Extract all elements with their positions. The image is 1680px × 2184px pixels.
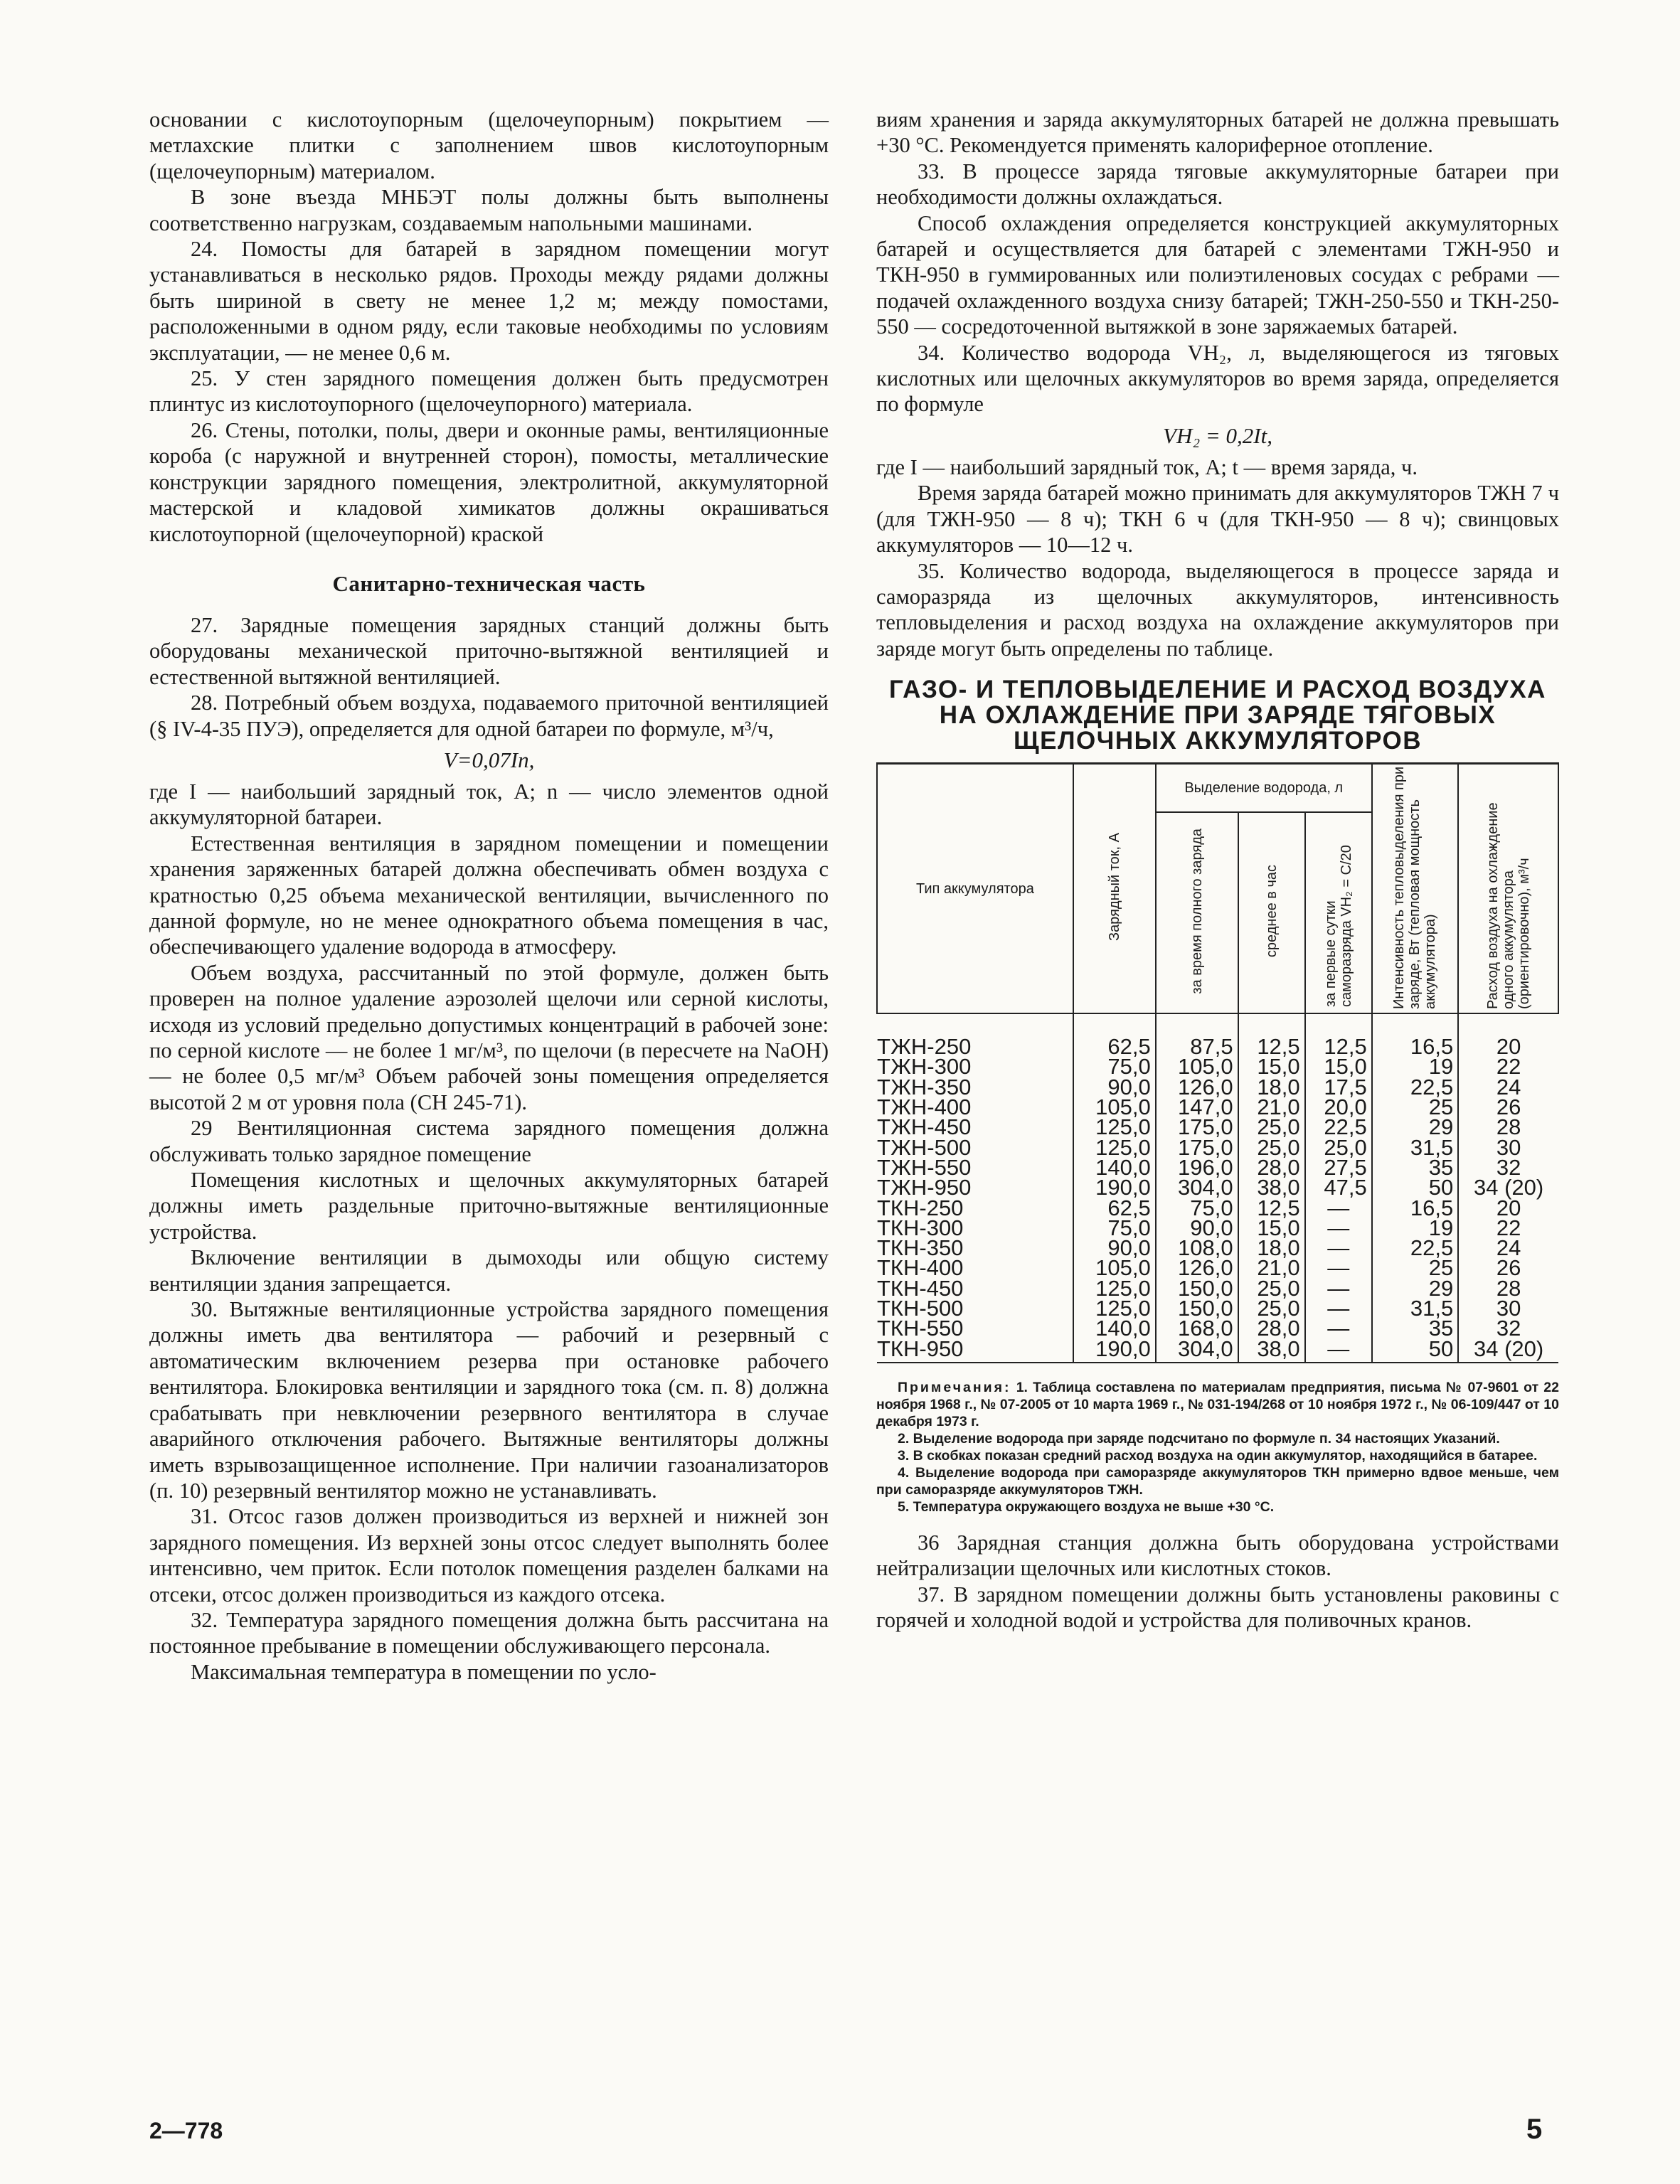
paragraph: В зоне въезда МНБЭТ полы должны быть выполнены соответственно нагрузкам, создаваемым напольными машинами. [149,185,829,235]
paragraph: Объем воздуха, рассчитанный по этой формуле, должен быть проверен на полное удаление аэрозолей щелочи или серной кислоты, исходя из условий предельно допустимых концентраций в рабочей зоне: по серной кислоте — не более 1 мг/м³, по щелочи (в пересчете на NaOH) — не более 0,5 мг/м³ Объем рабочей зоны помещения определяется высотой 2 м от уровня пола (СН 245-71). [149,960,829,1114]
hydrogen-formula: VH₂ = 0,2It, [1163,422,1272,448]
paragraph: 30. Вытяжные вентиляционные устройства зарядного помещения должны иметь два вентилятора — рабочий и резервный с автоматическим включением резерва при остановке рабочего вентилятора. Блокировка вентиляции и зарядного тока (см. п. 8) должна срабатывать при невключении резервного вентилятора в случае аварийного отключения рабочего. Вытяжные вентиляторы должны иметь взрывозащищенное исполнение. При наличии газоанализаторов (п. 10) резервный вентилятор можно не устанавливать. [149,1297,829,1503]
table-cell: 21,0 [1238,1097,1305,1117]
table-cell: 12,5 [1305,1013,1372,1057]
paragraph: где I — наибольший зарядный ток, А; n — число элементов одной аккумуляторной батареи. [149,779,829,830]
table-notes [876,1379,1559,1516]
table-cell: 32 [1458,1319,1558,1338]
paragraph: 33. В процессе заряда тяговые аккумуляторные батареи при необходимости должны охлаждаться. [876,159,1559,210]
table-cell: 22,5 [1372,1238,1458,1258]
table-cell: 30 [1458,1299,1558,1319]
paragraph: Помещения кислотных и щелочных аккумуляторных батарей должны иметь раздельные приточно-вытяжные вентиляционные устройства. [149,1168,829,1244]
battery-table [876,762,1559,1363]
page-number: 5 [1526,2114,1543,2145]
table-cell: ТЖН-300 [877,1057,1073,1077]
table-cell: 62,5 [1073,1198,1156,1218]
table-cell: ТЖН-550 [877,1158,1073,1178]
table-cell: ТКН-950 [877,1339,1073,1363]
left-paragraphs [149,107,829,547]
notes-label: Примечания: [898,1379,1011,1395]
table-cell: 125,0 [1073,1279,1156,1299]
ventilation-formula: V=0,07In, [443,747,535,772]
paragraph: 25. У стен зарядного помещения должен быть предусмотрен плинтус из кислотоупорного (щелочеупорного) материала. [149,366,829,417]
header-heat: Интенсивность тепловыделения при заряде, Вт (тепловая мощность аккумулятора) [1372,764,1458,1014]
table-cell: 140,0 [1073,1158,1156,1178]
table-cell: 12,5 [1238,1198,1305,1218]
table-cell: — [1305,1258,1372,1278]
table-cell: 31,5 [1372,1299,1458,1319]
table-cell: — [1305,1218,1372,1238]
paragraph: Максимальная температура в помещении по усло- [191,1659,656,1684]
table-cell: — [1305,1279,1372,1299]
table-cell: — [1305,1339,1372,1363]
table-cell: 28 [1458,1279,1558,1299]
paragraph: 32. Температура зарядного помещения должна быть рассчитана на постоянное пребывание в помещении обслуживающего персонала. [149,1607,829,1658]
paragraph: 35. Количество водорода, выделяющегося в процессе заряда и саморазряда из щелочных аккумуляторов, интенсивность тепловыделения и расход воздуха на охлаждение аккумуляторов при заряде могут быть определены по таблице. [876,558,1559,661]
section-heading: Санитарно-техническая часть [332,570,646,596]
table-cell: 25 [1372,1258,1458,1278]
table-cell: 28 [1458,1117,1558,1137]
table-cell: 90,0 [1073,1238,1156,1258]
table-cell: 20 [1458,1013,1558,1057]
table-cell: 25,0 [1238,1138,1305,1158]
header-air: Расход воздуха на охлаждение одного аккумулятора (ориентировочно), м³/ч [1458,764,1558,1014]
table-title-line: НА ОХЛАЖДЕНИЕ ПРИ ЗАРЯДЕ ТЯГОВЫХ [939,701,1496,730]
right-paragraphs-2 [876,454,1559,661]
table-cell: 126,0 [1156,1077,1238,1097]
table-cell: 28,0 [1238,1158,1305,1178]
note-text: 1. Таблица составлена по материалам предприятия, письма № 07-9601 от 22 ноября 1968 г., № 07-2005 от 10 марта 1969 г., № 031-194/268 от 10 ноября 1972 г., № 06-109/447 от 10 декабря 1973 г. [876,1379,1559,1429]
header-type: Тип аккумулятора [877,764,1073,1014]
table-cell: ТЖН-450 [877,1117,1073,1137]
table-cell: 30 [1458,1138,1558,1158]
table-cell: 62,5 [1073,1013,1156,1057]
table-cell: ТЖН-400 [877,1097,1073,1117]
right-paragraphs [876,107,1559,417]
table-cell: 24 [1458,1238,1558,1258]
table-cell: 34 (20) [1458,1178,1558,1198]
table-cell: 47,5 [1305,1178,1372,1198]
table-cell: 125,0 [1073,1299,1156,1319]
table-cell: 304,0 [1156,1178,1238,1198]
right-paragraphs-3 [876,1530,1559,1634]
table-cell: 34 (20) [1458,1339,1558,1363]
table-cell: 105,0 [1073,1258,1156,1278]
table-cell: 108,0 [1156,1238,1238,1258]
table-cell: 15,0 [1238,1057,1305,1077]
paragraph: где I — наибольший зарядный ток, А; t — время заряда, ч. [876,454,1418,479]
table-cell: 25,0 [1238,1117,1305,1137]
paragraph: виям хранения и заряда аккумуляторных батарей не должна превышать +30 °С. Рекомендуется применять калориферное отопление. [876,107,1559,158]
note-item: 2. Выделение водорода при заряде подсчитано по формуле п. 34 настоящих Указаний. [898,1430,1500,1447]
table-cell: 22 [1458,1057,1558,1077]
table-cell: 27,5 [1305,1158,1372,1178]
table-cell: 25 [1372,1097,1458,1117]
table-cell: ТКН-450 [877,1279,1073,1299]
table-cell: — [1305,1319,1372,1338]
left-paragraphs-2 [149,612,829,742]
table-cell: 190,0 [1073,1178,1156,1198]
table-cell: 87,5 [1156,1013,1238,1057]
table-cell: 19 [1372,1057,1458,1077]
table-cell: ТЖН-250 [877,1013,1073,1057]
header-full-charge: за время полного заряда [1156,812,1238,1013]
table-cell: 35 [1372,1319,1458,1338]
paragraph: 28. Потребный объем воздуха, подаваемого приточной вентиляцией (§ IV-4-35 ПУЭ), определяется для одной батареи по формуле, м³/ч, [149,691,829,741]
table-cell: 140,0 [1073,1319,1156,1338]
note-item [876,1379,1559,1430]
table-cell: ТЖН-950 [877,1178,1073,1198]
left-column [149,107,829,1685]
table-row [877,1013,1558,1057]
table-cell: 190,0 [1073,1339,1156,1363]
table-cell: 16,5 [1372,1198,1458,1218]
table-cell: 24 [1458,1077,1558,1097]
table-row [877,1339,1558,1363]
table-cell: 147,0 [1156,1097,1238,1117]
table-cell: ТКН-400 [877,1258,1073,1278]
table-title-line: ГАЗО- И ТЕПЛОВЫДЕЛЕНИЕ И РАСХОД ВОЗДУХА [889,676,1546,704]
table-cell: 18,0 [1238,1077,1305,1097]
table-cell: 90,0 [1073,1077,1156,1097]
table-cell: 175,0 [1156,1138,1238,1158]
paragraph: Время заряда батарей можно принимать для аккумуляторов ТЖН 7 ч (для ТЖН-950 — 8 ч); ТКН 6 ч (для ТКН-950 — 8 ч); свинцовых аккумуляторов — 10—12 ч. [876,481,1559,558]
table-cell: 25,0 [1238,1279,1305,1299]
note-item: 4. Выделение водорода при саморазряде аккумуляторов ТКН примерно вдвое меньше, чем при саморазряде аккумуляторов ТЖН. [876,1464,1559,1498]
table-cell: — [1305,1299,1372,1319]
table-cell: 175,0 [1156,1117,1238,1137]
table-cell: 26 [1458,1258,1558,1278]
table-cell: — [1305,1238,1372,1258]
table-cell: 168,0 [1156,1319,1238,1338]
table-cell: 38,0 [1238,1178,1305,1198]
table-cell: 50 [1372,1178,1458,1198]
note-item: 5. Температура окружающего воздуха не выше +30 °С. [898,1498,1275,1515]
table-cell: 28,0 [1238,1319,1305,1338]
header-hydrogen-group: Выделение водорода, л [1156,764,1372,813]
table-cell: 21,0 [1238,1258,1305,1278]
table-cell: 12,5 [1238,1013,1305,1057]
table-cell: ТЖН-350 [877,1077,1073,1097]
table-cell: 75,0 [1073,1218,1156,1238]
table-cell: 29 [1372,1279,1458,1299]
paragraph: Естественная вентиляция в зарядном помещении и помещении хранения заряженных батарей должна обеспечивать обмен воздуха с кратностью 0,25 объема механической вентиляции, вычисленного по данной формуле, но не менее однократного объема помещения в час, обеспечивающего удаление водорода в атмосферу. [149,831,829,959]
table-cell: 125,0 [1073,1138,1156,1158]
right-column [876,107,1559,1634]
table-cell: ТКН-550 [877,1319,1073,1338]
table-cell: 16,5 [1372,1013,1458,1057]
note-item: 3. В скобках показан средний расход воздуха на один аккумулятор, находящийся в батарее. [898,1447,1538,1464]
table-cell: 75,0 [1156,1198,1238,1218]
table-cell: ТКН-300 [877,1218,1073,1238]
table-cell: 150,0 [1156,1299,1238,1319]
paragraph: 34. Количество водорода VH₂, л, выделяющегося из тяговых кислотных или щелочных аккумуляторов во время заряда, определяется по формуле [876,340,1559,417]
header-current: Зарядный ток, А [1073,764,1156,1014]
header-avg-hour: среднее в час [1238,812,1305,1013]
table-cell: 22,5 [1372,1077,1458,1097]
table-cell: 29 [1372,1117,1458,1137]
paragraph: Включение вентиляции в дымоходы или общую систему вентиляции здания запрещается. [149,1245,829,1296]
paragraph: 31. Отсос газов должен производиться из верхней и нижней зон зарядного помещения. Из верхней зоны отсос следует выполнять более интенсивно, чем приток. Если потолок помещения разделен балками на отсеки, отсос должен производиться из каждого отсека. [149,1504,829,1607]
table-cell: 18,0 [1238,1238,1305,1258]
table-cell: 105,0 [1073,1097,1156,1117]
header-first-day: за первые сутки саморазряда VH₂ = C/20 [1305,812,1372,1013]
paragraph: основании с кислотоупорным (щелочеупорным) покрытием — метлахские плитки с заполнением швов кислотоупорным (щелочеупорным) материалом. [149,107,829,183]
table-cell: 31,5 [1372,1138,1458,1158]
table-cell: 15,0 [1238,1218,1305,1238]
table-cell: 20,0 [1305,1097,1372,1117]
table-cell: 126,0 [1156,1258,1238,1278]
left-paragraphs-3 [149,779,829,1685]
paragraph: 36 Зарядная станция должна быть оборудована устройствами нейтрализации щелочных или кислотных стоков. [876,1530,1559,1581]
table-cell: 17,5 [1305,1077,1372,1097]
paragraph: 26. Стены, потолки, полы, двери и оконные рамы, вентиляционные короба (с наружной и внутренней сторон), помосты, металлические конструкции зарядного помещения, электролитной, аккумуляторной мастерской и кладовой химикатов должны окрашиваться кислотоупорной (щелочеупорной) краской [149,417,829,546]
table-cell: — [1305,1198,1372,1218]
table-cell: 19 [1372,1218,1458,1238]
table-cell: 125,0 [1073,1117,1156,1137]
table-cell: ТКН-250 [877,1198,1073,1218]
table-cell: 90,0 [1156,1218,1238,1238]
table-cell: 22 [1458,1218,1558,1238]
table-cell: 25,0 [1305,1138,1372,1158]
table-cell: 304,0 [1156,1339,1238,1363]
folio-mark: 2—778 [149,2118,223,2143]
table-cell: 196,0 [1156,1158,1238,1178]
paragraph: Способ охлаждения определяется конструкцией аккумуляторных батарей и осуществляется для батарей с элементами ТЖН-950 и ТКН-950 в гуммированных или полиэтиленовых сосудах с ребрами — подачей охлажденного воздуха снизу батарей; ТЖН-250-550 и ТКН-250-550 — сосредоточенной вытяжкой в зоне заряжаемых батарей. [876,211,1559,339]
table-cell: 32 [1458,1158,1558,1178]
table-cell: 35 [1372,1158,1458,1178]
table-cell: 15,0 [1305,1057,1372,1077]
table-cell: 105,0 [1156,1057,1238,1077]
table-title-line: ЩЕЛОЧНЫХ АККУМУЛЯТОРОВ [1013,727,1423,755]
table-cell: ТЖН-500 [877,1138,1073,1158]
table-cell: ТКН-500 [877,1299,1073,1319]
paragraph: 37. В зарядном помещении должны быть установлены раковины с горячей и холодной водой и устройства для поливочных кранов. [876,1582,1559,1633]
paragraph: 27. Зарядные помещения зарядных станций должны быть оборудованы механической приточно-вытяжной вентиляцией и естественной вытяжной вентиляцией. [149,612,829,689]
table-title [876,677,1559,754]
table-cell: 38,0 [1238,1339,1305,1363]
table-cell: 150,0 [1156,1279,1238,1299]
table-body [877,1013,1558,1363]
table-cell: 20 [1458,1198,1558,1218]
paragraph: 24. Помосты для батарей в зарядном помещении могут устанавливаться в несколько рядов. Проходы между рядами должны быть шириной в свету не менее 1,2 м; между помостами, расположенными в одном ряду, если таковые необходимы по условиям эксплуатации, — не менее 0,6 м. [149,237,829,365]
table-cell: 26 [1458,1097,1558,1117]
table-cell: 25,0 [1238,1299,1305,1319]
table-cell: 75,0 [1073,1057,1156,1077]
table-cell: 50 [1372,1339,1458,1363]
table-cell: ТКН-350 [877,1238,1073,1258]
table-cell: 22,5 [1305,1117,1372,1137]
paragraph: 29 Вентиляционная система зарядного помещения должна обслуживать только зарядное помещение [149,1116,829,1166]
